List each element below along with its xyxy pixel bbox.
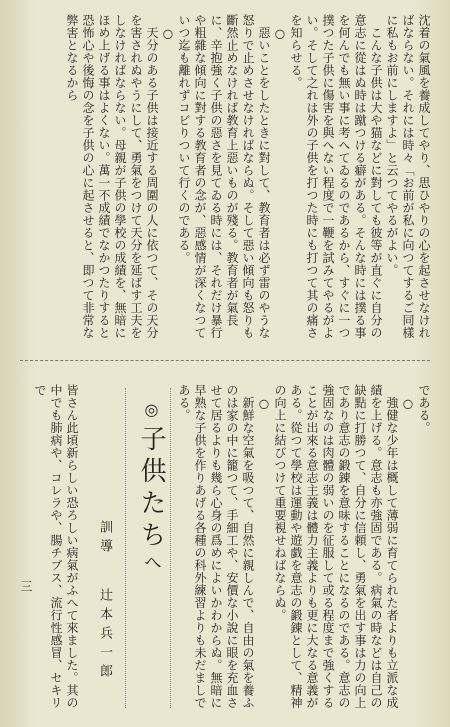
heading-ring-icon: ◎ — [142, 400, 161, 425]
article-heading — [133, 400, 170, 577]
heading-frame-right — [170, 388, 171, 708]
byline — [95, 520, 114, 683]
page-number: 三 — [19, 580, 33, 592]
heading-title: 子供たち — [136, 425, 166, 553]
section-divider — [20, 360, 430, 361]
byline-role: 訓導 — [97, 520, 112, 558]
article-bottom-left-text: 皆さん此頃新らしい恐ろしい病氣がふへて來ました。其の中でも肺病や、コレラや、腸チブス、流行性感冒、セキリで — [33, 384, 79, 709]
article-top-text: 沈着の氣風を養成してやり、思ひやりの心を起させなければならない。それには時々「お前が私に向つてするご同樣に私もお前にしますよ」と云つてやるがよい。 こんな子供は大や猫などに對しても彼等が直ぐに自分の意志に從はぬ時は蹴つける癖がある。そんな時には撲る事を何んでも無い事に考へてゐるのであるから、すぐに一つ撲つた子供に傷害を與へない程度で一鞭を試みてやるがよい。そして之れは外の子供を打つた時にも打つて其の痛さを知らせる。 ○ 惡いことをしたときに對して、教育者は必ず雷のやうな怒りで止めさせなければならぬ。そして惡い傾向も怒りも斷然止めなければ教育上惡いものが殘る。教育者が氣長に、辛抱強く子供の惡さを見てゐる時には、それだけ暴行や粗雜な傾向に對する教育者の念が、惡感情が深くなつていつ迄も離れずコビりついて行くのである。 ○ 天分のある子供は接近する周圍の人に依つて、その天分を害されぬやうにして、勇氣をつけて天分を延ばす工夫をしなければならない。母親が子供の學校の成績を、無暗にほめ上げる事はよくない。萬一不成績でなかつたりすると恐怖心や後悔の念を子供の心に起させると、即つて非常な弊害となるから — [65, 14, 431, 339]
heading-frame-left — [125, 388, 126, 708]
heading-suffix: へ — [141, 553, 162, 577]
byline-name: 辻本兵一郎 — [97, 588, 112, 683]
article-bottom-right-text: である。 ○ 強健な少年は概して薄弱に育てられた者よりも立派な成績を上げる。意志も亦強固である。病氣の時などは自己の缺點に打勝つて、自分に信頼し、勇氣を出す事は力の向上であり意志の鍛錬を意味することになるのである。意志の強固なのは肉體の弱いのを征服して或る程度まで強くすることが出來る意志主義は體力主義よりも更に大なる意義がある。從つて學校は運動や遊戯を意志の鍛錬として、精神の向上に結びつけて重要視せねばならぬ。 ○ 新鮮な空氣を吸つて、自然に親しんで、自由の氣を養ふのは家の中に籠つて、手細工や、安價な小說に眼を充血させて居るよりも幾ら心身の爲めによいかわからぬ。無暗に早熟な子供を作りあげる各種の科外練習よりも未だましである。 — [177, 384, 431, 709]
